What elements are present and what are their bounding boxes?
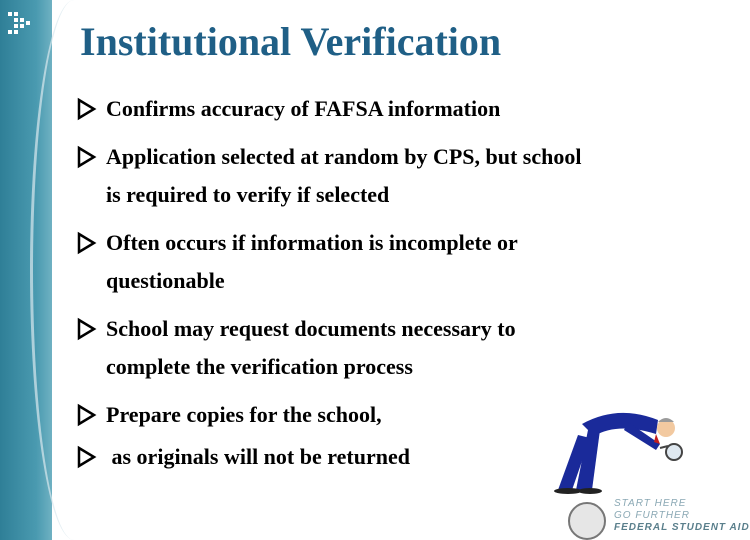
inspector-figure xyxy=(548,400,708,495)
bullet-text: Confirms accuracy of FAFSA information xyxy=(106,96,501,121)
bullet-text-continued: questionable xyxy=(106,268,225,293)
arrow-bullet-icon xyxy=(76,396,98,434)
bullet-item xyxy=(76,310,696,386)
arrow-bullet-icon xyxy=(76,438,98,476)
bullet-text: as originals will not be returned xyxy=(106,444,410,469)
footer-tagline-further: GO FURTHER xyxy=(614,510,690,521)
bullet-text: School may request documents necessary to xyxy=(106,316,516,341)
bullet-text: Prepare copies for the school, xyxy=(106,402,382,427)
bullet-item xyxy=(76,90,696,128)
bullet-text: Often occurs if information is incomplete or xyxy=(106,230,518,255)
footer-agency-name: FEDERAL STUDENT AID xyxy=(614,522,750,533)
arrow-bullet-icon xyxy=(76,310,98,348)
bullet-text-continued: is required to verify if selected xyxy=(106,182,390,207)
bullet-item xyxy=(76,224,696,300)
arrow-bullet-icon xyxy=(76,138,98,176)
bullet-item xyxy=(76,138,696,214)
arrow-logo-icon xyxy=(6,8,36,38)
slide-title: Institutional Verification xyxy=(80,19,502,64)
arrow-bullet-icon xyxy=(76,90,98,128)
seal-icon xyxy=(568,502,606,540)
bullet-text-continued: complete the verification process xyxy=(106,354,413,379)
footer-tagline-start: START HERE xyxy=(614,498,687,509)
arrow-bullet-icon xyxy=(76,224,98,262)
bullet-text: Application selected at random by CPS, but school xyxy=(106,144,582,169)
